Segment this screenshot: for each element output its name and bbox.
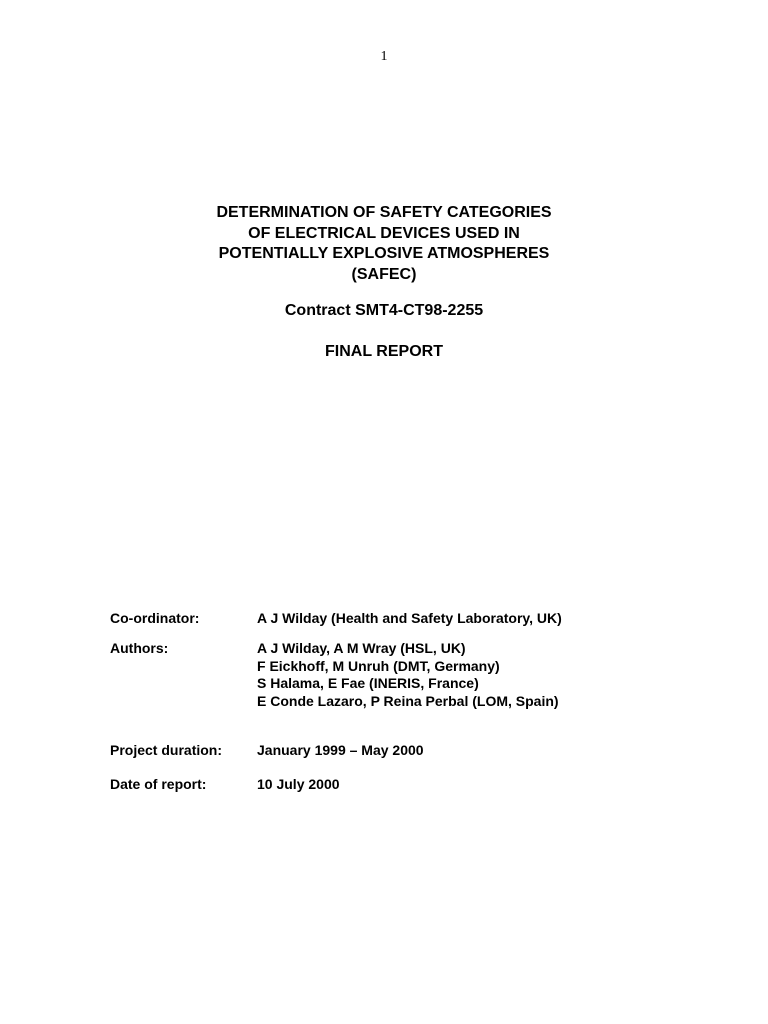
authors-label: Authors: — [110, 640, 169, 656]
title-line: OF ELECTRICAL DEVICES USED IN — [248, 224, 520, 242]
title-line: POTENTIALLY EXPLOSIVE ATMOSPHERES — [218, 245, 550, 262]
author-line: A J Wilday, A M Wray (HSL, UK) — [257, 640, 466, 656]
coordinator-value: A J Wilday (Health and Safety Laboratory, UK) — [257, 610, 562, 626]
title-line: (SAFEC) — [351, 265, 417, 283]
date-of-report-value: 10 July 2000 — [257, 776, 340, 792]
report-type: FINAL REPORT — [325, 343, 443, 360]
coordinator-label: Co-ordinator: — [110, 610, 200, 626]
date-of-report-label: Date of report: — [110, 776, 207, 792]
contract-number: Contract SMT4-CT98-2255 — [284, 302, 484, 319]
author-line: S Halama, E Fae (INERIS, France) — [257, 675, 479, 691]
project-duration-value: January 1999 – May 2000 — [257, 742, 424, 758]
authors-list — [257, 640, 559, 710]
document-title — [0, 203, 768, 285]
project-duration-label: Project duration: — [110, 742, 223, 758]
title-line: DETERMINATION OF SAFETY CATEGORIES — [216, 204, 552, 221]
author-line: F Eickhoff, M Unruh (DMT, Germany) — [257, 657, 500, 674]
page-number: 1 — [380, 49, 388, 64]
author-line: E Conde Lazaro, P Reina Perbal (LOM, Spain) — [257, 692, 559, 709]
